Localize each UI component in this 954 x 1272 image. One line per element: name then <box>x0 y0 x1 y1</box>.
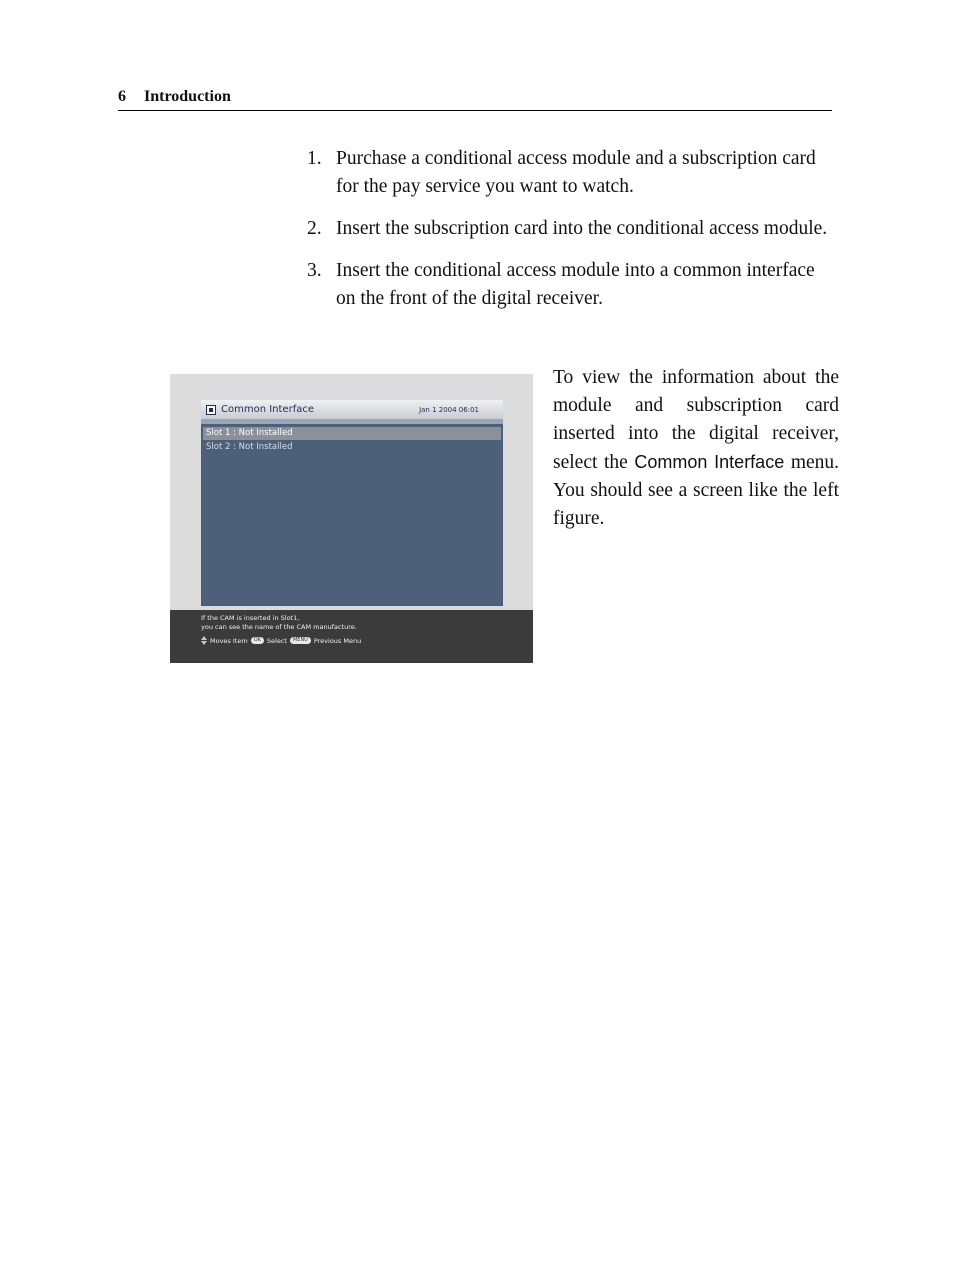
list-item <box>307 257 839 313</box>
page-number: 6 <box>118 88 126 105</box>
menu-key-icon: MENU <box>290 637 311 644</box>
menu-window <box>199 398 505 608</box>
help-line-2: you can see the name of the CAM manufacture. <box>201 623 357 631</box>
step-text: Purchase a conditional access module and a subscription card for the pay service you want to watch. <box>336 148 816 197</box>
up-down-arrow-icon <box>201 636 207 645</box>
paragraph-text-before: To view the information about the module and subscription card inserted into the digital receiver, select the <box>553 367 839 473</box>
step-number: 1. <box>307 148 322 169</box>
select-label: Select <box>266 636 287 645</box>
title-separator <box>201 419 503 424</box>
moves-item-label: Moves Item <box>210 636 248 645</box>
menu-icon <box>206 405 216 415</box>
step-text: Insert the subscription card into the conditional access module. <box>336 218 828 239</box>
menu-datetime: Jan 1 2004 06:01 <box>419 406 479 414</box>
running-header <box>118 86 832 111</box>
previous-menu-label: Previous Menu <box>313 636 362 645</box>
steps-list <box>307 145 839 327</box>
paragraph-text-after: menu. You should see a screen like the left figure. <box>553 452 840 529</box>
menu-title-bar <box>201 400 503 419</box>
key-legend <box>201 636 361 645</box>
menu-name: Common Interface <box>634 452 785 472</box>
list-item <box>307 215 839 243</box>
step-text: Insert the conditional access module into a common interface on the front of the digital receiver. <box>336 260 815 309</box>
list-item <box>307 145 839 201</box>
help-line-1: If the CAM is inserted in Slot1, <box>201 614 300 622</box>
ok-key-icon: OK <box>251 637 264 644</box>
section-title: Introduction <box>144 88 231 105</box>
step-number: 3. <box>307 260 322 281</box>
help-bar <box>170 610 533 663</box>
slot-2-item[interactable]: Slot 2 : Not Installed <box>206 442 293 452</box>
common-interface-screenshot <box>170 374 533 663</box>
slot-1-item[interactable]: Slot 1 : Not Installed <box>203 427 501 440</box>
step-number: 2. <box>307 218 322 239</box>
menu-title: Common Interface <box>221 404 314 415</box>
figure-caption-paragraph <box>553 364 839 533</box>
